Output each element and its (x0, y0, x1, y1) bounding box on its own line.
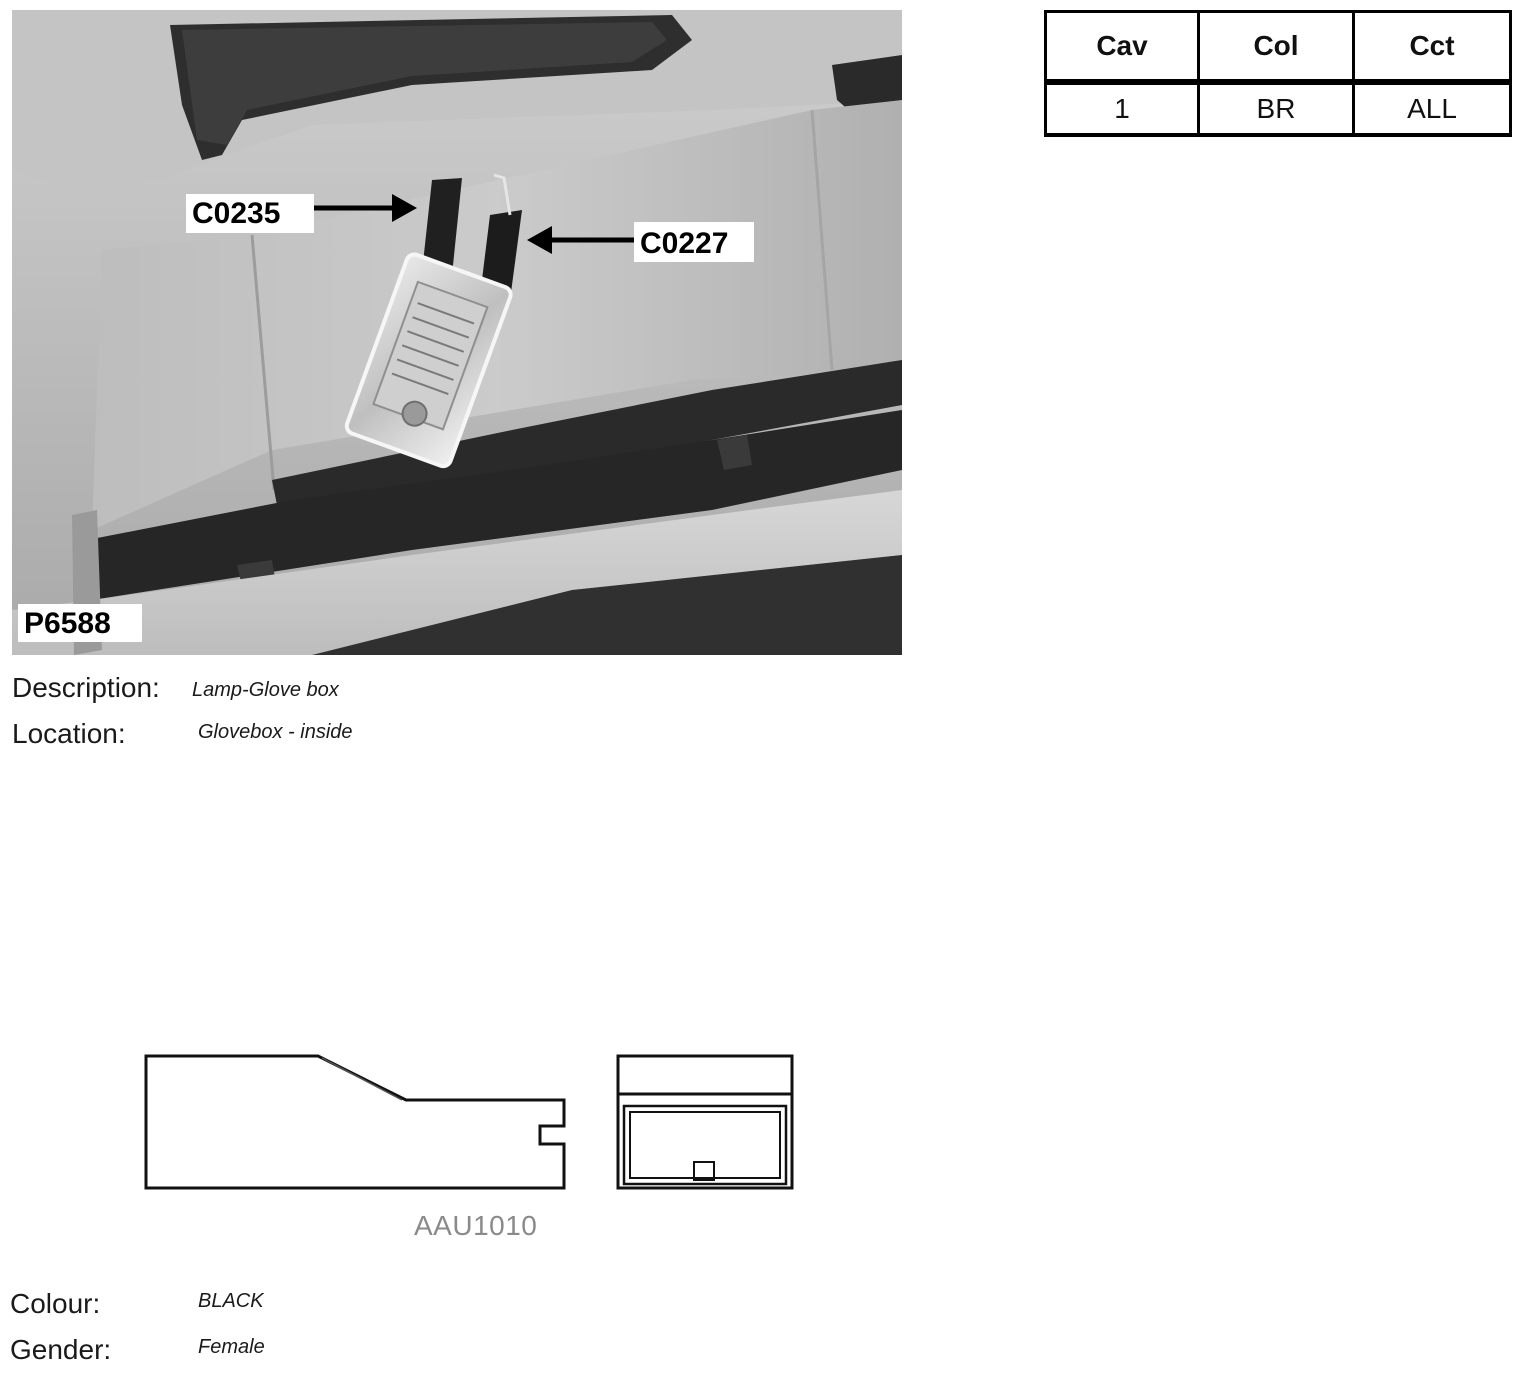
location-label: Location: (12, 718, 126, 749)
photo-reference-label: P6588 (18, 604, 142, 642)
description-label: Description: (12, 672, 160, 703)
connector-end-view (618, 1056, 792, 1188)
header-cct: Cct (1354, 12, 1511, 83)
table-header-row (1046, 12, 1511, 83)
connector-outline-drawing (130, 1030, 830, 1210)
callout-c0227: C0227 (634, 222, 754, 262)
connector-location-photo (12, 10, 902, 655)
cell-cav: 1 (1046, 82, 1199, 135)
cell-col: BR (1199, 82, 1354, 135)
cavity-table (1044, 10, 1512, 137)
location-value: Glovebox - inside (198, 721, 353, 743)
part-number: AAU1010 (414, 1210, 538, 1241)
table-row (1046, 82, 1511, 135)
glovebox-photo-illustration (12, 10, 902, 655)
header-cav: Cav (1046, 12, 1199, 83)
colour-value: BLACK (198, 1290, 264, 1312)
cell-cct: ALL (1354, 82, 1511, 135)
colour-label: Colour: (10, 1288, 101, 1319)
callout-c0235: C0235 (186, 194, 314, 233)
gender-value: Female (198, 1336, 265, 1358)
header-col: Col (1199, 12, 1354, 83)
description-value: Lamp-Glove box (192, 679, 339, 701)
gender-label: Gender: (10, 1334, 112, 1365)
